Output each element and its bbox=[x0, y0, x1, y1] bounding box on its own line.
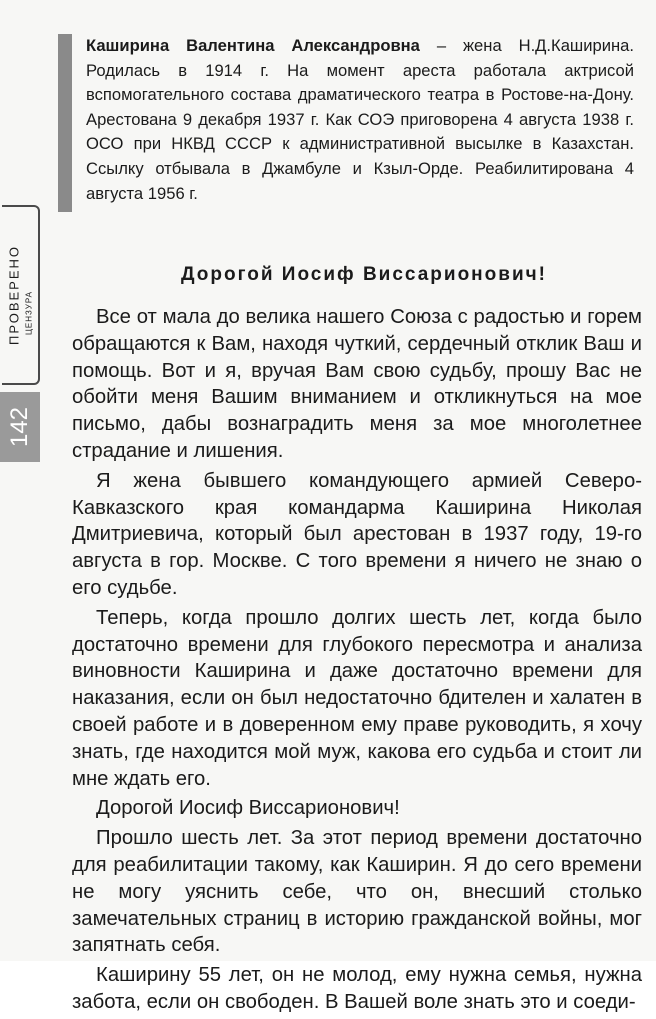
page-number-tab bbox=[0, 392, 40, 462]
letter-paragraph: Теперь, когда прошло долгих шесть лет, когда было достаточно времени для глубокого пересмотра и анализа виновности Каширина и даже достаточно времени для наказания, если он был недостаточно бдителен и халатен в своей работе и в доверенном ему праве руководить, я хочу знать, где находится мой муж, какова его судьба и стоит ли мне ждать его. bbox=[72, 606, 642, 790]
biography-body: – жена Н.Д.Каширина. Родилась в 1914 г. На момент ареста работала актрисой вспомогательного состава драматического театра в Ростове-на-Дону. Арестована 9 декабря 1937 г. Как СОЭ приговорена 4 августа 1938 г. ОСО при НКВД СССР к административной высылке в Казахстан. Ссылку отбывала в Джамбуле и Кзыл-Орде. Реабилитирована 4 августа 1956 г. bbox=[86, 36, 635, 203]
stamp-line-checked: ПРОВЕРЕНО bbox=[6, 244, 22, 346]
letter-salutation: Дорогой Иосиф Виссарионович! bbox=[180, 264, 547, 285]
letter-body bbox=[72, 304, 642, 1019]
biography-name: Каширина Валентина Александровна bbox=[86, 36, 420, 55]
letter-paragraph: Прошло шесть лет. За этот период времени достаточно для реабилитации такому, как Каширин. Я до сего времени не могу уяснить себе, что он, внесший столько замечательных страниц в историю гражданской войны, мог запятнать себя. bbox=[72, 827, 642, 957]
letter-paragraph: Каширину 55 лет, он не молод, ему нужна семья, нужна забота, если он свободен. В Вашей воле знать это и соеди- bbox=[72, 964, 642, 1013]
letter-paragraph: Дорогой Иосиф Виссарионович! bbox=[96, 797, 400, 820]
letter-paragraph: Все от мала до велика нашего Союза с радостью и горем обращаются к Вам, находя чуткий, сердечный отклик Ваш и помощь. Вот и я, вручая Вам свою судьбу, прошу Вас не обойти меня Вашим вниманием и откликнуться на мое письмо, дабы вознаградить меня за мое многолетнее страдание и лишения. bbox=[72, 306, 642, 462]
letter-paragraph: Я жена бывшего командующего армией Северо-Кавказского края командарма Каширина Николая Дмитриевича, который был арестован в 1937 году, 19-го августа в гор. Москве. С того времени я ничего не знаю о его судьбе. bbox=[72, 469, 642, 599]
biography-note bbox=[58, 34, 635, 214]
biography-text bbox=[86, 34, 634, 206]
stamp-line-censorship: ЦЕНЗУРА bbox=[24, 291, 34, 335]
page-number: 142 bbox=[6, 406, 33, 448]
biography-marker-bar bbox=[58, 34, 72, 212]
censorship-stamp bbox=[2, 205, 40, 385]
